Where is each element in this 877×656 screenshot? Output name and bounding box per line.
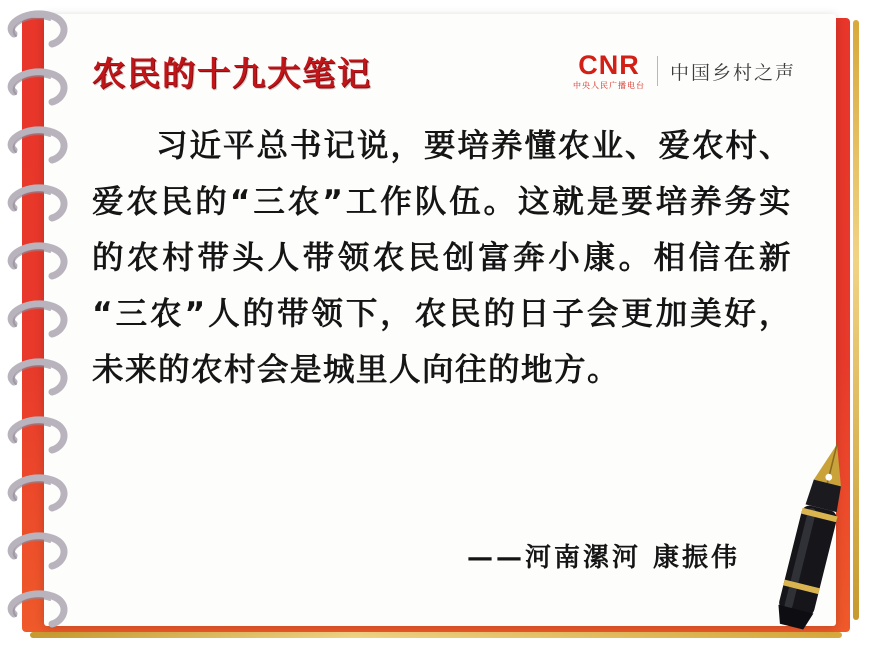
- brand-divider: [657, 56, 658, 86]
- cnr-logo-letters: CNR: [578, 50, 640, 80]
- note-signature: ——河南漯河 康振伟: [466, 543, 740, 573]
- brand-name: 中国乡村之声: [669, 61, 796, 84]
- brand-lockup: [573, 52, 796, 90]
- cnr-logo-subtext: 中央人民广播电台: [572, 81, 645, 90]
- gold-edge-right: [853, 20, 859, 620]
- page-title: 农民的十九大笔记: [92, 53, 372, 93]
- cnr-logo: [573, 52, 645, 90]
- paper-sheet: [44, 14, 836, 626]
- card-header: [92, 40, 802, 102]
- gold-edge-bottom: [30, 632, 842, 638]
- note-body-text: 习近平总书记说，要培养懂农业、爱农村、爱农民的“三农”工作队伍。这就是要培养务实的农村带头人带领农民创富奔小康。相信在新“三农”人的带领下，农民的日子会更加美好，未来的农村会是城里人向往的地方。: [92, 128, 792, 388]
